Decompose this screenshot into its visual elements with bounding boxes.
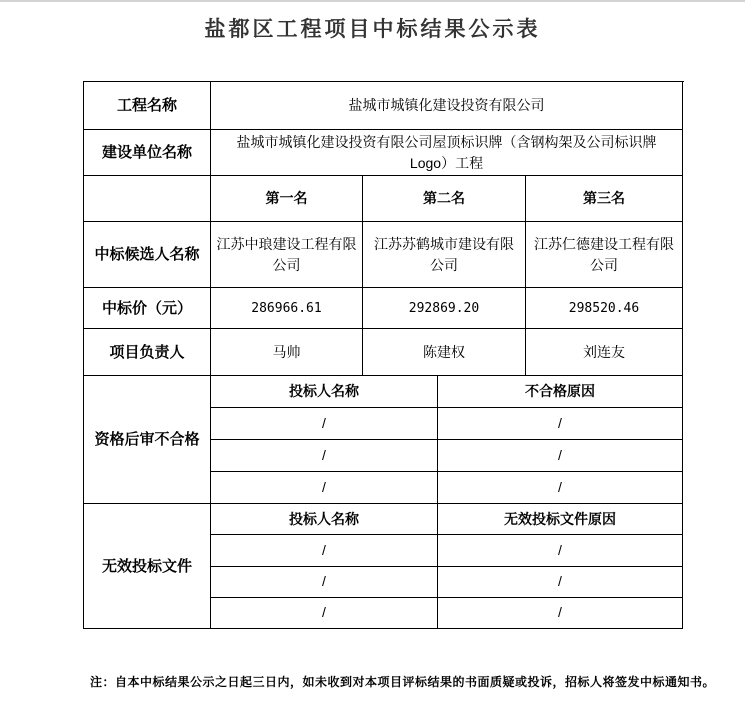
invalid-bids-bidder-3: / bbox=[211, 598, 438, 629]
post-qualification-row-2 bbox=[211, 440, 683, 472]
rank-header-empty-cell bbox=[84, 176, 211, 222]
construction-unit-label: 建设单位名称 bbox=[84, 130, 211, 176]
invalid-bids-bidder-1: / bbox=[211, 535, 438, 566]
invalid-bids-reason-2: / bbox=[438, 567, 683, 598]
post-qualification-reason-2: / bbox=[438, 440, 683, 472]
post-qualification-reason-header: 不合格原因 bbox=[438, 376, 683, 408]
bid-price-second: 292869.20 bbox=[363, 288, 526, 329]
post-qualification-bidder-2: / bbox=[211, 440, 438, 472]
candidate-second: 江苏苏鹤城市建设有限公司 bbox=[363, 222, 526, 288]
project-name-value: 盐城市城镇化建设投资有限公司 bbox=[211, 82, 683, 130]
post-qualification-row-3 bbox=[211, 472, 683, 504]
post-qualification-subtable bbox=[211, 376, 683, 504]
table-row-project-name bbox=[84, 82, 684, 130]
rank-header-third: 第三名 bbox=[526, 176, 683, 222]
post-qualification-bidder-3: / bbox=[211, 472, 438, 504]
table-row-project-manager bbox=[84, 329, 684, 376]
invalid-bids-subtable bbox=[211, 504, 683, 629]
invalid-bids-bidder-2: / bbox=[211, 567, 438, 598]
table-row-bid-price bbox=[84, 288, 684, 329]
invalid-bids-header-row bbox=[211, 504, 683, 535]
construction-unit-value: 盐城市城镇化建设投资有限公司屋顶标识牌（含钢构架及公司标识牌 Logo）工程 bbox=[211, 130, 683, 176]
page-title: 盐都区工程项目中标结果公示表 bbox=[204, 18, 541, 41]
post-qualification-label: 资格后审不合格 bbox=[84, 376, 211, 504]
post-qualification-reason-3: / bbox=[438, 472, 683, 504]
bid-price-label: 中标价（元） bbox=[84, 288, 211, 329]
invalid-bids-row-1 bbox=[211, 535, 683, 566]
table-row-rank-headers bbox=[84, 176, 684, 222]
project-manager-third: 刘连友 bbox=[526, 329, 683, 376]
candidates-label: 中标候选人名称 bbox=[84, 222, 211, 288]
invalid-bids-bidder-header: 投标人名称 bbox=[211, 504, 438, 535]
table-row-construction-unit bbox=[84, 130, 684, 176]
post-qualification-header-row bbox=[211, 376, 683, 408]
invalid-bids-reason-1: / bbox=[438, 535, 683, 566]
candidate-third: 江苏仁德建设工程有限公司 bbox=[526, 222, 683, 288]
post-qualification-reason-1: / bbox=[438, 408, 683, 440]
footer-note: 注：自本中标结果公示之日起三日内，如未收到对本项目评标结果的书面质疑或投诉，招标人将签发中标通知书。 bbox=[90, 675, 716, 689]
invalid-bids-row-2 bbox=[211, 567, 683, 598]
invalid-bids-row-3 bbox=[211, 598, 683, 629]
bid-price-first: 286966.61 bbox=[211, 288, 363, 329]
project-manager-label: 项目负责人 bbox=[84, 329, 211, 376]
project-manager-second: 陈建权 bbox=[363, 329, 526, 376]
post-qualification-row-1 bbox=[211, 408, 683, 440]
table-row-candidates bbox=[84, 222, 684, 288]
rank-header-second: 第二名 bbox=[363, 176, 526, 222]
candidate-first: 江苏中琅建设工程有限公司 bbox=[211, 222, 363, 288]
project-name-label: 工程名称 bbox=[84, 82, 211, 130]
section-invalid-bids bbox=[84, 504, 684, 629]
post-qualification-bidder-1: / bbox=[211, 408, 438, 440]
section-post-qualification bbox=[84, 376, 684, 504]
post-qualification-bidder-header: 投标人名称 bbox=[211, 376, 438, 408]
project-manager-first: 马帅 bbox=[211, 329, 363, 376]
rank-header-first: 第一名 bbox=[211, 176, 363, 222]
bid-result-table bbox=[83, 81, 684, 629]
invalid-bids-reason-header: 无效投标文件原因 bbox=[438, 504, 683, 535]
invalid-bids-reason-3: / bbox=[438, 598, 683, 629]
bid-price-third: 298520.46 bbox=[526, 288, 683, 329]
top-edge-line bbox=[0, 0, 745, 2]
invalid-bids-label: 无效投标文件 bbox=[84, 504, 211, 629]
